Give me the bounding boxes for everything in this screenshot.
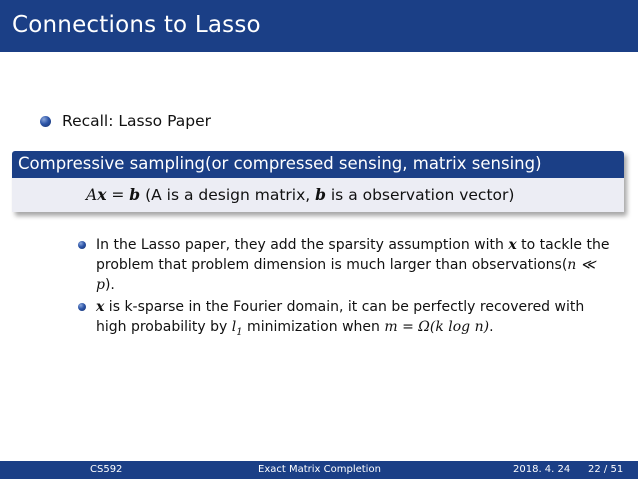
recall-text: Recall: Lasso Paper (62, 112, 211, 130)
item-math: m = Ω(k log n) (384, 319, 490, 335)
sub-bullet-list (78, 235, 618, 345)
list-item (78, 297, 618, 343)
footer-talk-title: Exact Matrix Completion (258, 464, 381, 475)
block-header (12, 151, 624, 178)
footer-course: CS592 (90, 464, 123, 475)
item-math: x (96, 299, 105, 315)
title-bar (0, 0, 638, 52)
recall-bullet (40, 112, 211, 130)
item-math: n ≪ p (96, 257, 596, 293)
block-body (12, 178, 624, 212)
bullet-ball-icon (40, 116, 51, 127)
slide-title: Connections to Lasso (12, 12, 261, 38)
definition-block (12, 151, 624, 212)
item-text: is k-sparse in the Fourier domain, it can be perfectly recovered with high probability by (96, 299, 585, 335)
item-math: x (508, 237, 517, 253)
eq-vector-b: b (129, 185, 141, 204)
item-math-sub: 1 (236, 326, 243, 338)
bullet-ball-icon (78, 303, 86, 311)
item-text: minimization when (242, 319, 385, 335)
eq-equals: = (106, 186, 130, 204)
eq-desc-2: is a observation vector) (325, 186, 515, 204)
list-item (78, 235, 618, 295)
eq-vector-x: x (97, 185, 107, 204)
footer-date: 2018. 4. 24 (513, 464, 571, 475)
footer-bar (0, 461, 638, 479)
item-text: In the Lasso paper, they add the sparsity assumption with (96, 237, 509, 253)
block-equation (86, 185, 514, 204)
eq-matrix-a: A (86, 186, 98, 204)
eq-vector-b-2: b (315, 185, 326, 204)
footer-page-number: 22 / 51 (588, 464, 624, 475)
item-text: to tackle the problem that problem dimension is much larger than observations( (96, 237, 610, 273)
item-text: . (489, 319, 494, 335)
bullet-ball-icon (78, 241, 86, 249)
item-math: l (231, 319, 237, 335)
item-text: ). (104, 277, 115, 293)
eq-desc-1: (A is a design matrix, (140, 186, 316, 204)
block-title: Compressive sampling(or compressed sensing, matrix sensing) (18, 154, 542, 173)
